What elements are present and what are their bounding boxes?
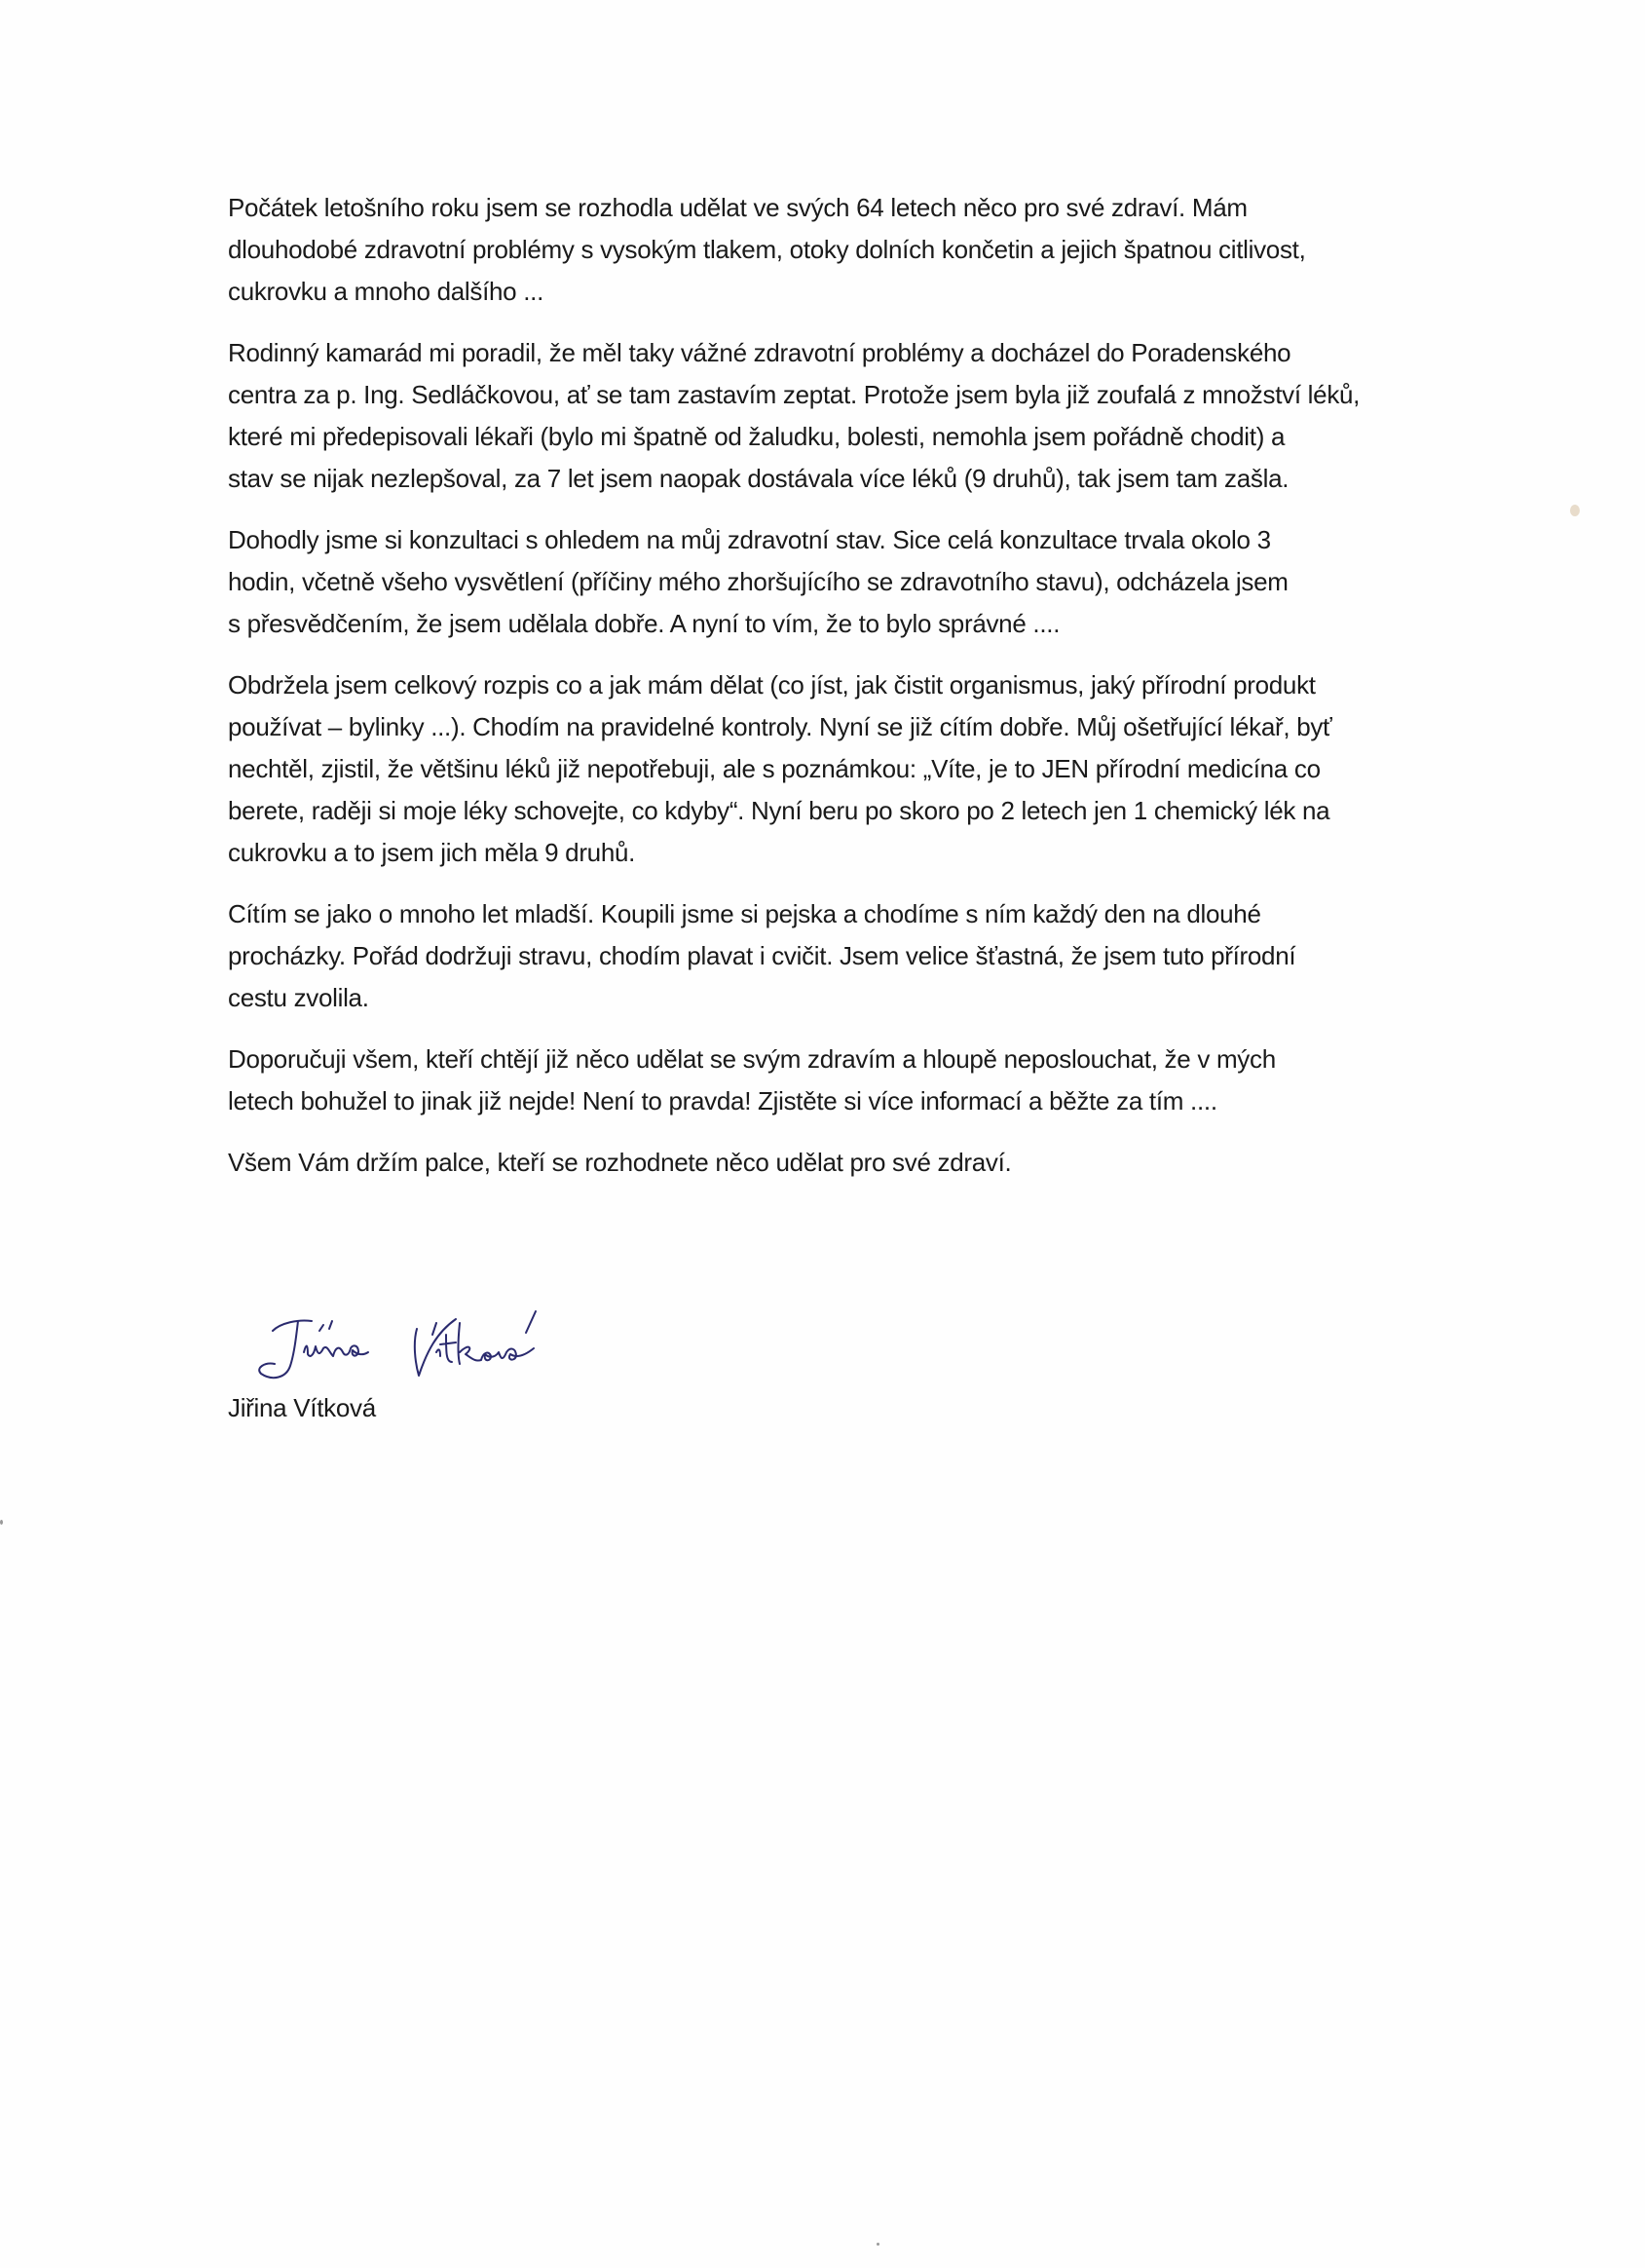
paragraph bbox=[228, 893, 1484, 1019]
text-line: cukrovku a mnoho dalšího ... bbox=[228, 277, 544, 306]
text-line: nechtěl, zjistil, že většinu léků již nepotřebuji, ale s poznámkou: „Víte, je to JEN přírodní medicína co bbox=[228, 754, 1321, 783]
text-line: dlouhodobé zdravotní problémy s vysokým tlakem, otoky dolních končetin a jejich špatnou citlivost, bbox=[228, 235, 1306, 264]
text-line: stav se nijak nezlepšoval, za 7 let jsem naopak dostávala více léků (9 druhů), tak jsem tam zašla. bbox=[228, 464, 1290, 493]
text-line: Doporučuji všem, kteří chtějí již něco udělat se svým zdravím a hloupě neposlouchat, že v mých bbox=[228, 1044, 1276, 1074]
text-line: berete, raději si moje léky schovejte, co kdyby“. Nyní beru po skoro po 2 letech jen 1 chemický lék na bbox=[228, 796, 1330, 825]
paragraph bbox=[228, 1142, 1484, 1184]
text-line: Cítím se jako o mnoho let mladší. Koupili jsme si pejska a chodíme s ním každý den na dlouhé bbox=[228, 899, 1261, 928]
text-line: Dohodly jsme si konzultaci s ohledem na můj zdravotní stav. Sice celá konzultace trvala okolo 3 bbox=[228, 525, 1271, 554]
scan-speck bbox=[1570, 505, 1580, 516]
scan-speck bbox=[0, 1520, 3, 1525]
text-line: s přesvědčením, že jsem udělala dobře. A nyní to vím, že to bylo správné .... bbox=[228, 609, 1061, 638]
text-line: Rodinný kamarád mi poradil, že měl taky vážné zdravotní problémy a docházel do Poradenského bbox=[228, 338, 1291, 367]
scan-speck bbox=[877, 2243, 879, 2246]
text-line: cukrovku a to jsem jich měla 9 druhů. bbox=[228, 838, 636, 867]
printed-signature-name: Jiřina Vítková bbox=[228, 1393, 376, 1422]
paragraph bbox=[228, 1039, 1484, 1122]
text-line: používat – bylinky ...). Chodím na pravidelné kontroly. Nyní se již cítím dobře. Můj ošetřující lékař, byť bbox=[228, 712, 1332, 741]
text-line: letech bohužel to jinak již nejde! Není to pravda! Zjistěte si více informací a běžte za tím .... bbox=[228, 1086, 1217, 1115]
paragraph bbox=[228, 187, 1484, 313]
text-line: Všem Vám držím palce, kteří se rozhodnete něco udělat pro své zdraví. bbox=[228, 1148, 1012, 1177]
paragraph bbox=[228, 664, 1484, 874]
text-line: centra za p. Ing. Sedláčkovou, ať se tam zastavím zeptat. Protože jsem byla již zoufalá z množství léků, bbox=[228, 380, 1361, 409]
text-line: Počátek letošního roku jsem se rozhodla udělat ve svých 64 letech něco pro své zdraví. Mám bbox=[228, 193, 1248, 222]
signature-image bbox=[251, 1284, 602, 1391]
text-line: procházky. Pořád dodržuji stravu, chodím plavat i cvičit. Jsem velice šťastná, že jsem tuto přírodní bbox=[228, 941, 1296, 970]
paragraph bbox=[228, 519, 1484, 645]
text-line: hodin, včetně všeho vysvětlení (příčiny mého zhoršujícího se zdravotního stavu), odcházela jsem bbox=[228, 567, 1289, 596]
letter-body bbox=[228, 187, 1484, 1203]
paragraph bbox=[228, 332, 1484, 500]
text-line: Obdržela jsem celkový rozpis co a jak mám dělat (co jíst, jak čistit organismus, jaký přírodní produkt bbox=[228, 670, 1316, 699]
text-line: cestu zvolila. bbox=[228, 983, 369, 1012]
text-line: které mi předepisovali lékaři (bylo mi špatně od žaludku, bolesti, nemohla jsem pořádně chodit) a bbox=[228, 422, 1286, 451]
handwritten-signature bbox=[251, 1284, 602, 1391]
